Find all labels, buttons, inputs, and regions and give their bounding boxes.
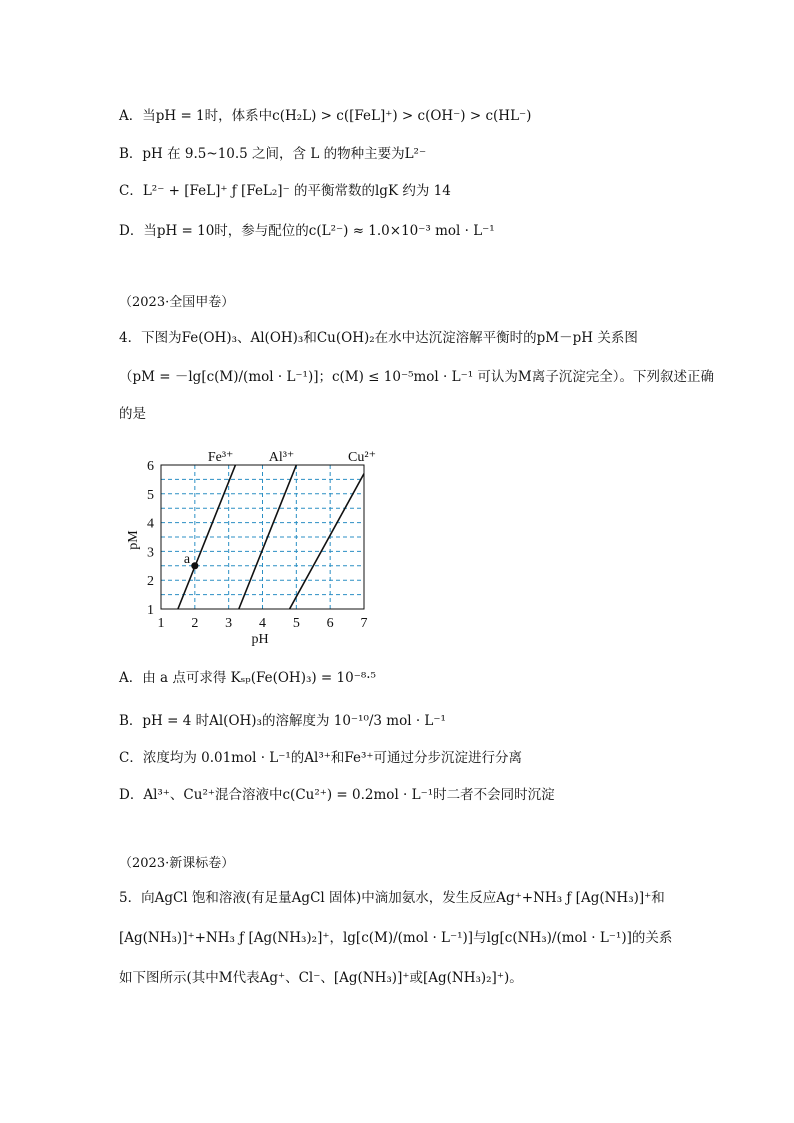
x-tick-label: 4 [259, 616, 266, 631]
y-tick-label: 1 [147, 603, 154, 618]
x-tick-label: 6 [326, 616, 334, 631]
q4-option-b: B．pH = 4 时Al(OH)₃的溶解度为 10⁻¹⁰/3 mol · L⁻¹ [119, 713, 446, 729]
q5-line2: [Ag(NH₃)]⁺+NH₃ ƒ [Ag(NH₃)₂]⁺，lg[c(M)/(mol · L⁻¹)]与lg[c(NH₃)/(mol · L⁻¹)]的关系 [119, 930, 673, 946]
q4-source: （2023·全国甲卷） [119, 295, 235, 310]
point-a-label: a [183, 551, 191, 567]
q3-option-b: B．pH 在 9.5~10.5 之间，含 L 的物种主要为L²⁻ [119, 146, 427, 162]
q4-option-a: A．由 a 点可求得 Kₛₚ(Fe(OH)₃) = 10⁻⁸·⁵ [119, 670, 376, 686]
q5-line3: 如下图所示(其中M代表Ag⁺、Cl⁻、[Ag(NH₃)]⁺或[Ag(NH₃)₂]⁺)。 [119, 970, 523, 986]
chart-grid [161, 465, 364, 609]
q4-option-c: C．浓度均为 0.01mol · L⁻¹的Al³⁺和Fe³⁺可通过分步沉淀进行分离 [119, 750, 523, 766]
q3-option-c: C．L²⁻ + [FeL]⁺ ƒ [FeL₂]⁻ 的平衡常数的lgK 约为 14 [119, 183, 451, 199]
x-tick-label: 7 [360, 616, 368, 631]
q4-option-d: D．Al³⁺、Cu²⁺混合溶液中c(Cu²⁺) = 0.2mol · L⁻¹时二者不会同时沉淀 [119, 787, 555, 803]
q5-line1: 5．向AgCl 饱和溶液(有足量AgCl 固体)中滴加氨水，发生反应Ag⁺+NH₃ ƒ [Ag(NH₃)]⁺和 [119, 890, 665, 906]
series-label: Fe³⁺ [207, 450, 234, 465]
q4-stem-line3: 的是 [119, 406, 146, 422]
q4-stem-line2: （pM = －lg[c(M)/(mol · L⁻¹)]；c(M) ≤ 10⁻⁵mol · L⁻¹ 可认为M离子沉淀完全）。下列叙述正确 [119, 369, 714, 385]
pm-ph-chart [100, 440, 400, 655]
x-axis-label: pH [251, 632, 269, 647]
x-tick-label: 5 [292, 616, 300, 631]
y-tick-label: 4 [147, 516, 154, 532]
y-tick-label: 2 [147, 574, 154, 590]
x-tick-label: 3 [225, 616, 233, 631]
q4-stem-line1: 4．下图为Fe(OH)₃、Al(OH)₃和Cu(OH)₂在水中达沉淀溶解平衡时的pM－pH 关系图 [119, 330, 638, 346]
y-tick-label: 6 [147, 459, 154, 474]
y-tick-label: 5 [147, 487, 154, 503]
q5-source: （2023·新课标卷） [119, 856, 235, 871]
y-axis-label: pM [126, 530, 141, 550]
series-line [290, 474, 364, 609]
x-tick-label: 2 [191, 616, 199, 631]
x-tick-label: 1 [157, 616, 165, 631]
series-label: Al³⁺ [268, 450, 295, 465]
series-label: Cu²⁺ [348, 450, 376, 465]
point-a-marker [191, 562, 198, 569]
q3-option-d: D．当pH = 10时，参与配位的c(L²⁻) ≈ 1.0×10⁻³ mol · L⁻¹ [119, 223, 495, 239]
chart-series [178, 450, 376, 609]
q3-option-a: A．当pH = 1时，体系中c(H₂L) > c([FeL]⁺) > c(OH⁻) > c(HL⁻) [119, 108, 532, 124]
y-tick-label: 3 [147, 545, 154, 561]
